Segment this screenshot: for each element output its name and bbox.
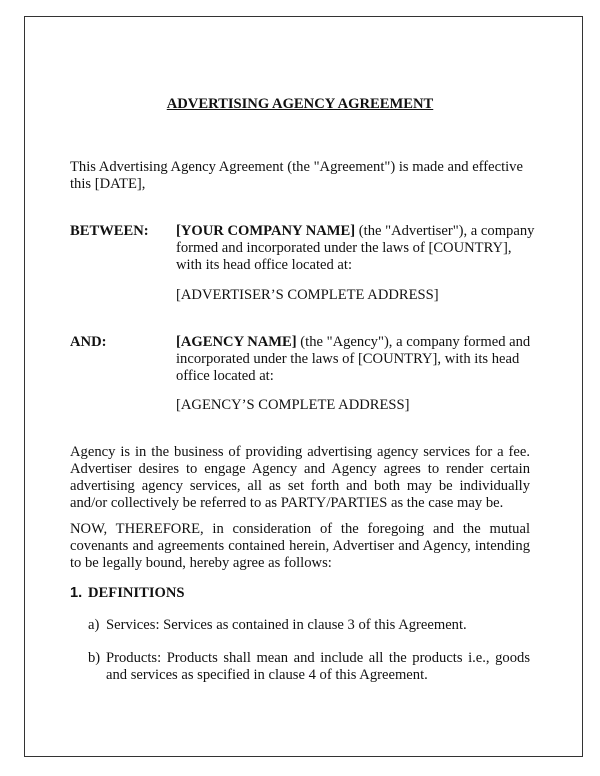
recital-paragraph: Agency is in the business of providing advertising agency services for a fee. Advertiser desires to engage Agency and Agency agrees to render certain advertising agency services, all as set forth and both may be individually and/or collectively be referred to as PARTY/PARTIES as the case may be.	[70, 444, 530, 511]
page-border	[24, 16, 583, 757]
document-title: ADVERTISING AGENCY AGREEMENT	[166, 96, 434, 112]
party-label-between: BETWEEN:	[70, 223, 149, 239]
party-address-agency: [AGENCY’S COMPLETE ADDRESS]	[176, 397, 410, 413]
party-label-and: AND:	[70, 334, 107, 350]
party-address-advertiser: [ADVERTISER’S COMPLETE ADDRESS]	[176, 287, 439, 303]
section-heading	[70, 585, 185, 602]
party-details-advertiser: (the "Advertiser"), a company formed and incorporated under the laws of [COUNTRY], with its head office located at:	[176, 223, 535, 273]
party-description-advertiser	[176, 223, 536, 274]
party-details-agency: (the "Agency"), a company formed and incorporated under the laws of [COUNTRY], with its head office located at:	[176, 334, 531, 384]
definition-marker-a: a)	[88, 617, 100, 633]
party-name-advertiser: [YOUR COMPANY NAME]	[176, 223, 356, 239]
party-description-agency	[176, 334, 536, 385]
section-title: DEFINITIONS	[88, 585, 185, 601]
definition-products: Products: Products shall mean and include all the products i.e., goods and services as specified in clause 4 of this Agreement.	[106, 650, 530, 683]
section-number: 1.	[70, 585, 83, 601]
definition-marker-b: b)	[88, 650, 101, 666]
now-therefore-paragraph: NOW, THEREFORE, in consideration of the foregoing and the mutual covenants and agreements contained herein, Advertiser and Agency, intending to be legally bound, hereby agree as follows:	[70, 521, 530, 571]
intro-paragraph: This Advertising Agency Agreement (the "Agreement") is made and effective this [DATE],	[70, 159, 523, 192]
party-name-agency: [AGENCY NAME]	[176, 334, 297, 350]
definition-services: Services: Services as contained in clause 3 of this Agreement.	[106, 617, 467, 633]
